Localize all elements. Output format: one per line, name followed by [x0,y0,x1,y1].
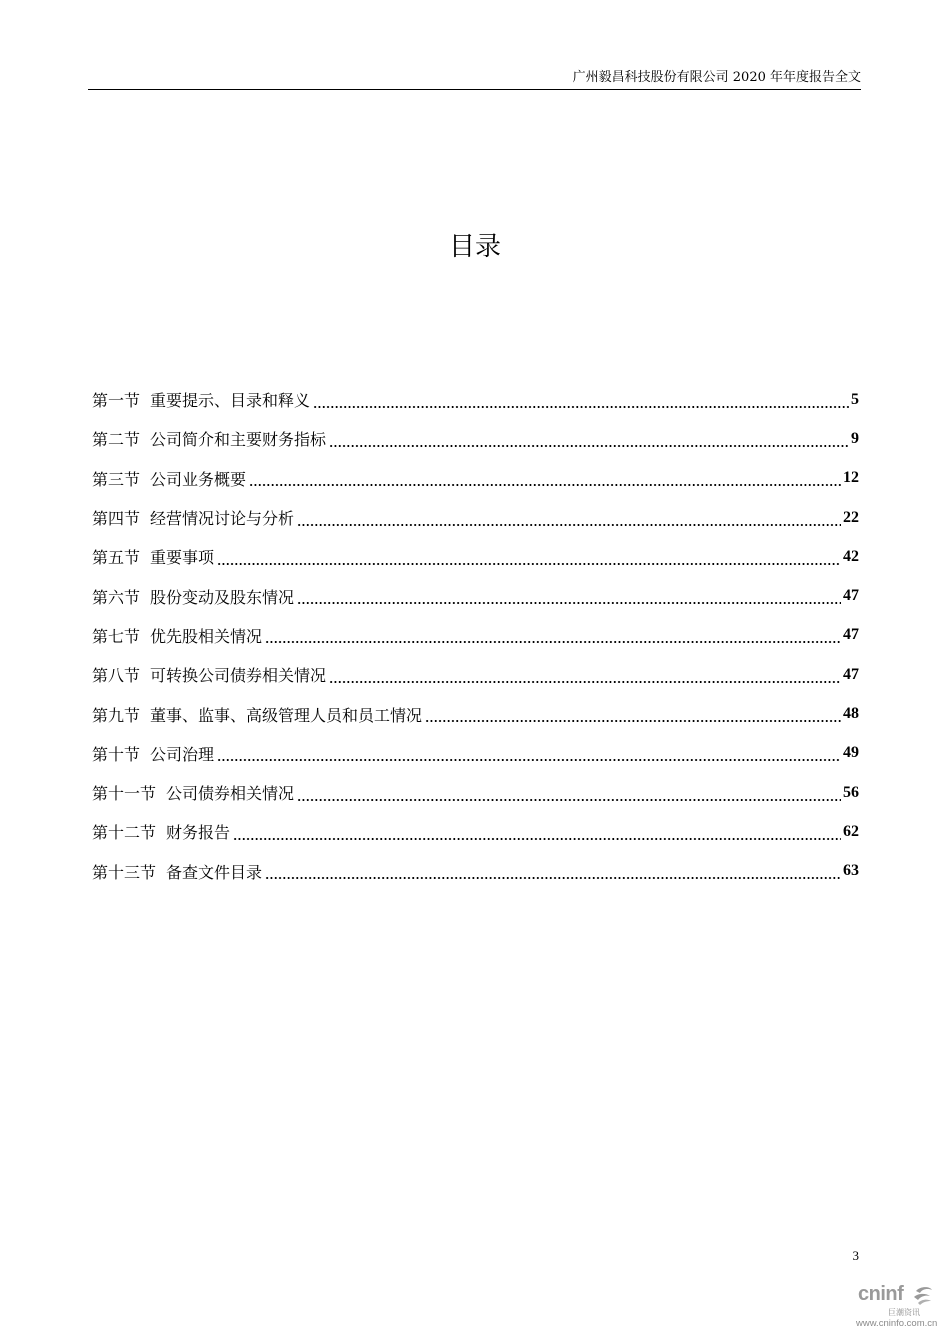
toc-entry[interactable] [92,576,859,615]
toc-section-number: 第十三节 [92,862,157,882]
toc-section-title: 财务报告 [166,823,231,843]
toc-page-number: 9 [851,429,859,447]
toc-section-number: 第十二节 [92,823,157,843]
toc-dot-leader [265,862,841,880]
toc-section-title: 经营情况讨论与分析 [150,509,295,529]
toc-dot-leader [425,705,841,723]
toc-page-number: 47 [843,626,859,644]
toc-entry[interactable] [92,734,859,773]
toc-page-number: 22 [843,508,859,526]
toc-dot-leader [297,784,841,802]
toc-section-title: 公司治理 [150,744,215,764]
toc-section-title: 董事、监事、高级管理人员和员工情况 [150,705,423,725]
watermark-logo-text: cninf [858,1283,904,1305]
toc-section-title: 重要事项 [150,548,215,568]
toc-page-number: 48 [843,705,859,723]
toc-section-number: 第十节 [92,744,141,764]
toc-page-number: 62 [843,822,859,840]
toc-section-title: 备查文件目录 [166,862,263,882]
toc-section-title: 股份变动及股东情况 [150,587,295,607]
page-number: 3 [852,1248,859,1263]
toc-section-title: 重要提示、目录和释义 [150,391,311,411]
toc-entry[interactable] [92,537,859,576]
toc-page-number: 42 [843,547,859,565]
page-title: 目录 [448,232,501,262]
toc-section-number: 第二节 [92,430,141,450]
toc-dot-leader [265,626,841,644]
toc-section-number: 第五节 [92,548,141,568]
toc-section-number: 第四节 [92,509,141,529]
toc-section-number: 第七节 [92,626,141,646]
toc-page-number: 47 [843,587,859,605]
toc-section-title: 公司债券相关情况 [166,784,295,804]
toc-entry[interactable] [92,694,859,733]
toc-section-title: 公司业务概要 [150,469,247,489]
toc-section-number: 第八节 [92,666,141,686]
toc-section-title: 可转换公司债券相关情况 [150,666,327,686]
toc-section-number: 第三节 [92,469,141,489]
toc-page-number: 5 [851,390,859,408]
toc-entry[interactable] [92,459,859,498]
toc-entry[interactable] [92,812,859,851]
toc-dot-leader [329,666,841,684]
toc-page-number: 56 [843,783,859,801]
toc-section-title: 优先股相关情况 [150,626,263,646]
toc-entry[interactable] [92,380,859,419]
toc-section-number: 第六节 [92,587,141,607]
toc-section-number: 第十一节 [92,784,157,804]
toc-entry[interactable] [92,773,859,812]
cninf-swirl-icon [912,1285,934,1305]
watermark-cn-text: 巨潮资讯 [888,1308,920,1317]
toc-page-number: 63 [843,862,859,880]
toc-entry[interactable] [92,852,859,891]
toc-dot-leader [297,509,841,527]
toc-page-number: 47 [843,665,859,683]
toc-section-title: 公司简介和主要财务指标 [150,430,327,450]
toc-dot-leader [217,744,841,762]
watermark-url: www.cninfo.com.cn [856,1318,938,1329]
toc-dot-leader [313,391,849,409]
toc-dot-leader [297,587,841,605]
cninfo-watermark [852,1283,944,1333]
header-text: 广州毅昌科技股份有限公司 2020 年年度报告全文 [572,70,861,85]
toc-dot-leader [233,823,841,841]
toc-page-number: 12 [843,469,859,487]
toc-entry[interactable] [92,419,859,458]
table-of-contents [92,380,859,891]
toc-section-number: 第九节 [92,705,141,725]
toc-page-number: 49 [843,744,859,762]
toc-section-number: 第一节 [92,391,141,411]
toc-entry[interactable] [92,498,859,537]
toc-dot-leader [217,548,841,566]
toc-dot-leader [329,430,849,448]
toc-entry[interactable] [92,616,859,655]
page-header [88,64,861,90]
toc-dot-leader [249,469,841,487]
toc-entry[interactable] [92,655,859,694]
